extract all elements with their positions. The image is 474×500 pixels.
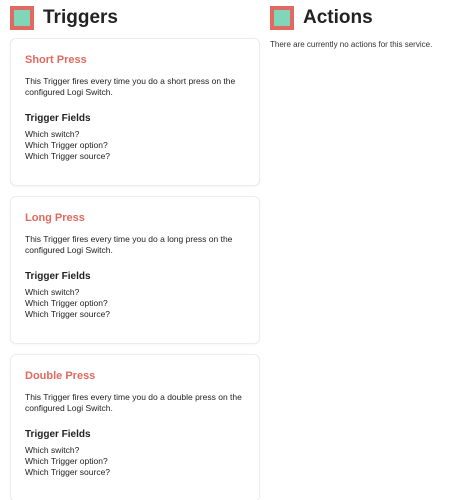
trigger-field: Which switch? bbox=[25, 129, 80, 139]
actions-header bbox=[270, 0, 470, 36]
trigger-card-short-press[interactable] bbox=[10, 38, 260, 186]
trigger-field: Which Trigger source? bbox=[25, 467, 111, 477]
trigger-card-double-press[interactable] bbox=[10, 354, 260, 500]
trigger-field-list bbox=[25, 129, 245, 162]
trigger-title: Long Press bbox=[25, 212, 85, 224]
trigger-field: Which Trigger option? bbox=[25, 140, 108, 150]
trigger-description: This Trigger fires every time you do a double press on the configured Logi Switch. bbox=[25, 392, 242, 413]
service-icon bbox=[270, 6, 294, 30]
trigger-field: Which Trigger source? bbox=[25, 151, 111, 161]
trigger-fields-heading: Trigger Fields bbox=[25, 113, 91, 124]
trigger-fields-heading: Trigger Fields bbox=[25, 429, 91, 440]
trigger-field: Which Trigger option? bbox=[25, 456, 108, 466]
actions-column bbox=[270, 0, 470, 50]
trigger-field: Which switch? bbox=[25, 445, 80, 455]
trigger-field: Which switch? bbox=[25, 287, 80, 297]
trigger-field-list bbox=[25, 445, 245, 478]
triggers-header bbox=[10, 0, 260, 36]
trigger-description: This Trigger fires every time you do a long press on the configured Logi Switch. bbox=[25, 234, 233, 255]
trigger-field: Which Trigger option? bbox=[25, 298, 108, 308]
service-icon bbox=[10, 6, 34, 30]
trigger-field: Which Trigger source? bbox=[25, 309, 111, 319]
trigger-title: Short Press bbox=[25, 54, 87, 66]
trigger-title: Double Press bbox=[25, 370, 96, 382]
triggers-column bbox=[10, 0, 260, 500]
trigger-card-long-press[interactable] bbox=[10, 196, 260, 344]
actions-title: Actions bbox=[303, 7, 373, 28]
trigger-field-list bbox=[25, 287, 245, 320]
trigger-description: This Trigger fires every time you do a short press on the configured Logi Switch. bbox=[25, 76, 236, 97]
trigger-fields-heading: Trigger Fields bbox=[25, 271, 91, 282]
actions-empty-message: There are currently no actions for this service. bbox=[270, 40, 433, 49]
triggers-title: Triggers bbox=[43, 7, 118, 28]
trigger-card-list bbox=[10, 38, 260, 500]
